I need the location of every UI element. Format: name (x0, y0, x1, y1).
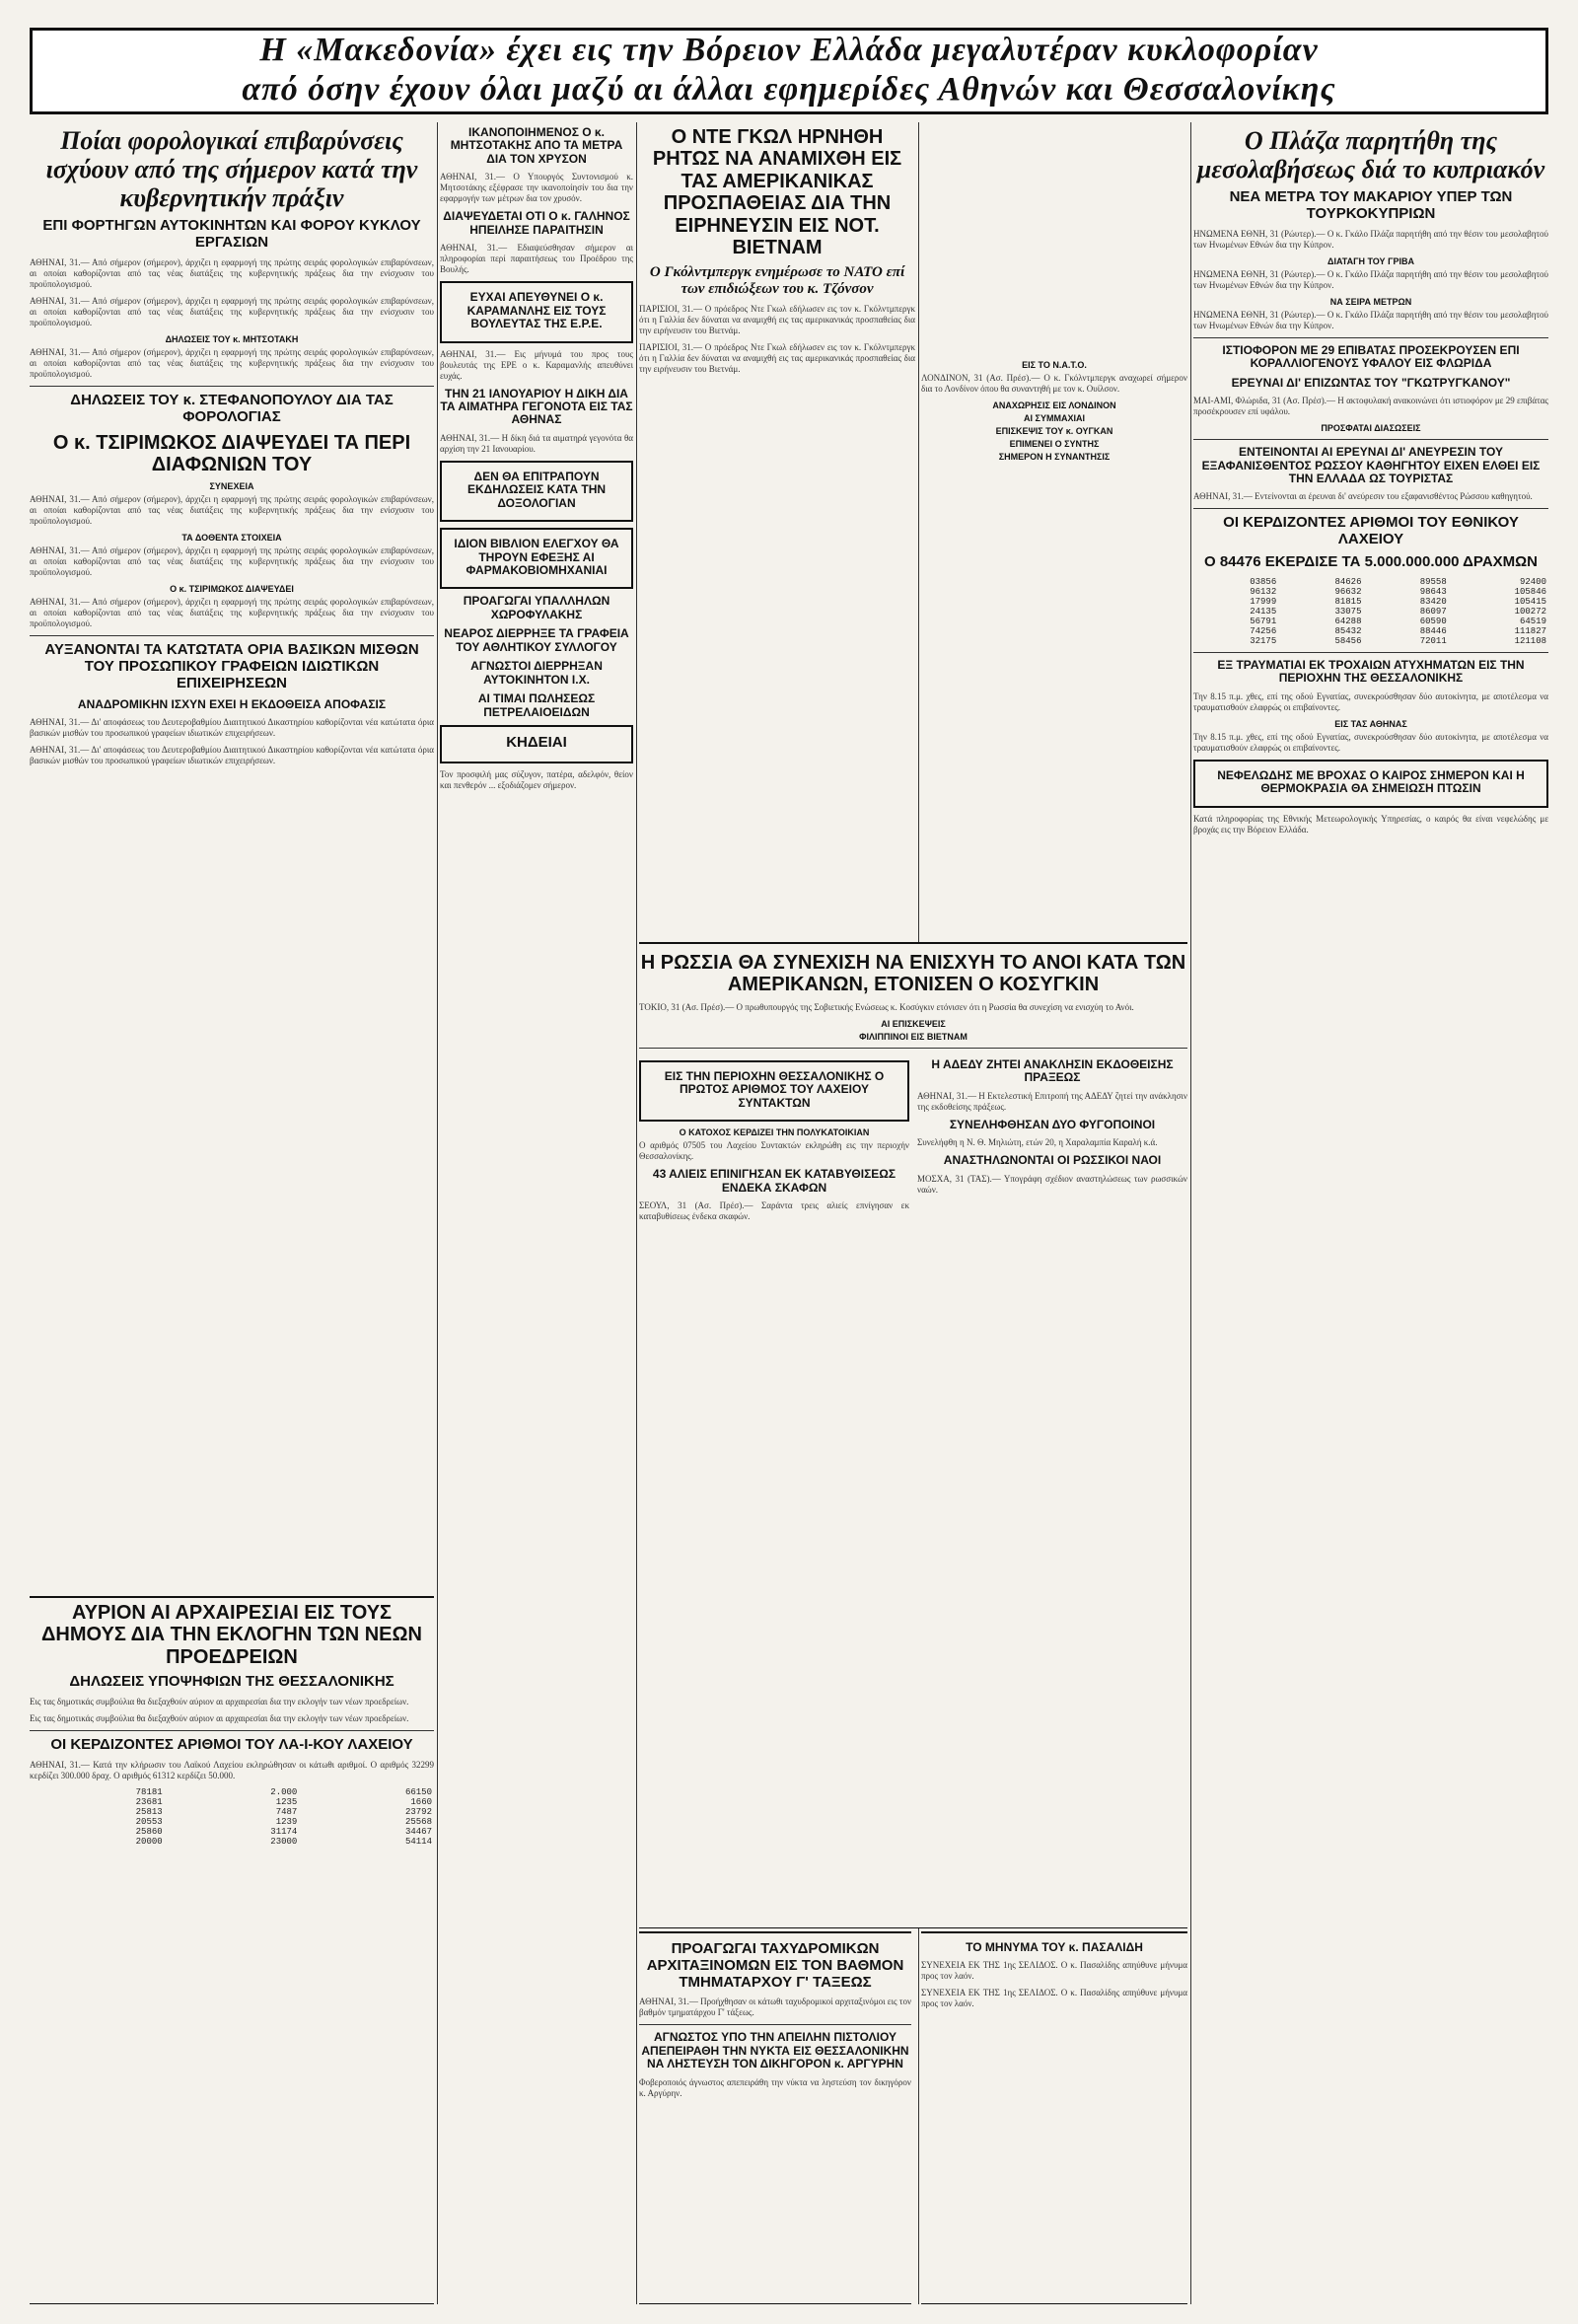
degaulle-headline: Ο ΝΤΕ ΓΚΩΛ ΗΡΝΗΘΗ ΡΗΤΩΣ ΝΑ ΑΝΑΜΙΧΘΗ ΕΙΣ ΤΑΣ ΑΜΕΡΙΚΑΝΙΚΑΣ ΠΡΟΣΠΑΘΕΙΑΣ ΔΙΑ ΤΗΝ ΕΙΡΗΝΕΥΣΙΝ ΕΙΣ ΝΟΤ. ΒΙΕΤΝΑΜ (652, 126, 902, 258)
funerals-headline: ΚΗΔΕΙΑΙ (506, 733, 567, 751)
mitsotakis-label: ΔΗΛΩΣΕΙΣ ΤΟΥ κ. ΜΗΤΣΟΤΑΚΗ (165, 333, 299, 344)
column-rule (1190, 122, 1191, 2304)
petrol-headline: ΑΙ ΤΙΜΑΙ ΠΩΛΗΣΕΩΣ ΠΕΤΡΕΛΑΙΟΕΙΔΩΝ (477, 691, 596, 719)
karamanlis-body: ΑΘΗΝΑΙ, 31.— Εις μήνυμά του προς τους βουλευτάς της ΕΡΕ ο κ. Καραμανλής απευθύνει ευχάς. (440, 348, 633, 381)
synantiseis-label: ΣΗΜΕΡΟΝ Η ΣΥΝΑΝΤΗΣΙΣ (998, 452, 1111, 462)
trial-headline: ΤΗΝ 21 ΙΑΝΟΥΑΡΙΟΥ Η ΔΙΚΗ ΔΙΑ ΤΑ ΑΙΜΑΤΗΡΑ ΓΕΓΟΝΟΤΑ ΕΙΣ ΤΑΣ ΑΘΗΝΑΣ (440, 386, 633, 427)
fishermen-headline: 43 ΑΛΙΕΙΣ ΕΠΙΝΙΓΗΣΑΝ ΕΚ ΚΑΤΑΒΥΘΙΣΕΩΣ ΕΝΔΕΚΑ ΣΚΑΦΩΝ (652, 1167, 897, 1195)
postal-section (639, 1931, 911, 2304)
banner-line-1: Η «Μακεδονία» έχει εις την Βόρειον Ελλάδα μεγαλυτέραν κυκλοφορίαν (259, 32, 1319, 68)
traffic-body-2: Την 8.15 π.μ. χθες, επί της οδού Εγνατίας, συνεκρούσθησαν δύο αυτοκίνητα, με αποτέλεσμα να τραυματισθούν ελαφρώς οι επιβαίνοντες. (1193, 731, 1548, 753)
tax-headline: Ποίαι φορολογικαί επιβαρύνσεις ισχύουν από της σήμερον κατά την κυβερνητικήν πράξιν (45, 126, 418, 213)
stoixeia-body: ΑΘΗΝΑΙ, 31.— Από σήμερον (σήμερον), άρχιζει η εφαρμογή της πρώτης σειράς φορολογικών επιβαρύνσεων, αι οποίαι καθορίζονται από τας νέας διατάξεις της κυβερνητικής πράξεως δια την ενίσχυσιν του προϋπολογισμού. (30, 545, 434, 578)
makarios-headline: ΝΕΑ ΜΕΤΡΑ ΤΟΥ ΜΑΚΑΡΙΟΥ ΥΠΕΡ ΤΩΝ ΤΟΥΡΚΟΚΥΠΡΙΩΝ (1229, 188, 1513, 223)
athens-label: ΕΙΣ ΤΑΣ ΑΘΗΝΑΣ (1334, 718, 1407, 729)
churches-headline: ΑΝΑΣΤΗΛΩΝΟΝΤΑΙ ΟΙ ΡΩΣΣΙΚΟΙ ΝΑΟΙ (943, 1153, 1162, 1168)
visit-label: ΑΙ ΕΠΙΣΚΕΨΕΙΣ (881, 1018, 946, 1029)
plaza-headline: Ο Πλάζα παρητήθη της μεσολαβήσεως διά το κυπριακόν (1196, 126, 1545, 184)
galinos-body: ΑΘΗΝΑΙ, 31.— Εδιαψεύσθησαν σήμερον αι πληροφορίαι περί παραιτήσεως του Προέδρου της Βουλής. (440, 243, 633, 275)
lottery-small-body: ΑΘΗΝΑΙ, 31.— Κατά την κλήρωσιν του Λαϊκού Λαχείου εκληρώθησαν οι κάτωθι αριθμοί. Ο αριθμός 32299 κερδίζει 300.000 δραχ. Ο αριθμός 61312 κερδίζει 50.000. (30, 1759, 434, 1780)
stoixeia-label: ΤΑ ΔΟΘΕΝΤΑ ΣΤΟΙΧΕΙΑ (181, 533, 282, 544)
stefanopoulos-body: ΑΘΗΝΑΙ, 31.— Από σήμερον (σήμερον), άρχιζει η εφαρμογή της πρώτης σειράς φορολογικών επιβαρύνσεων, αι οποίαι καθορίζονται από τας νέας διατάξεις της κυβερνητικής πράξεως δια την ενίσχυσιν του προϋπολογισμού. (30, 494, 434, 527)
municipal-headline: ΑΥΡΙΟΝ ΑΙ ΑΡΧΑΙΡΕΣΙΑΙ ΕΙΣ ΤΟΥΣ ΔΗΜΟΥΣ ΔΙΑ ΤΗΝ ΕΚΛΟΓΗΝ ΤΩΝ ΝΕΩΝ ΠΡΟΕΔΡΕΙΩΝ (41, 1602, 422, 1668)
pistol-headline: ΑΓΝΩΣΤΟΣ ΥΠΟ ΤΗΝ ΑΠΕΙΛΗΝ ΠΙΣΤΟΛΙΟΥ ΑΠΕΠΕΙΡΑΘΗ ΤΗΝ ΝΥΚΤΑ ΕΙΣ ΘΕΣΣΑΛΟΝΙΚΗΝ ΝΑ ΛΗΣΤΕΥΣΗ ΤΟΝ ΔΙΚΗΓΟΡΟΝ κ. ΑΡΓΥΡΗΝ (641, 2030, 909, 2071)
diasoseis-label: ΠΡΟΣΦΑΤΑΙ ΔΙΑΣΩΣΕΙΣ (1321, 423, 1421, 434)
ougkan-label: ΕΠΙΣΚΕΨΙΣ ΤΟΥ κ. ΟΥΓΚΑΝ (995, 426, 1113, 436)
tax-article-body-2: ΑΘΗΝΑΙ, 31.— Από σήμερον (σήμερον), άρχιζει η εφαρμογή της πρώτης σειράς φορολογικών επιβαρύνσεων, αι οποίαι καθορίζονται από τας νέας διατάξεις της κυβερνητικής πράξεως δια την ενίσχυσιν του προϋπολογισμού. (30, 295, 434, 327)
churches-body: ΜΟΣΧΑ, 31 (ΤΑΣ).— Υπογράφη σχέδιον αναστηλώσεως των ρωσσικών ναών. (917, 1173, 1187, 1195)
professor-headline: ΕΝΤΕΙΝΟΝΤΑΙ ΑΙ ΕΡΕΥΝΑΙ ΔΙ' ΑΝΕΥΡΕΣΙΝ ΤΟΥ ΕΞΑΦΑΝΙΣΘΕΝΤΟΣ ΡΩΣΣΟΥ ΚΑΘΗΓΗΤΟΥ ΕΙΧΕΝ ΕΛΘΕΙ ΕΙΣ ΤΗΝ ΕΛΛΑΔΑ ΩΣ ΤΟΥΡΙΣΤΑΣ (1201, 445, 1541, 485)
stefanopoulos-headline: ΔΗΛΩΣΕΙΣ ΤΟΥ κ. ΣΤΕΦΑΝΟΠΟΥΛΟΥ ΔΙΑ ΤΑΣ ΦΟΡΟΛΟΓΙΑΣ (70, 391, 394, 425)
paris-body: ΠΑΡΙΣΙΟΙ, 31.— Ο πρόεδρος Ντε Γκωλ εδήλωσεν εις τον κ. Γκόλντμπεργκ ότι η Γαλλία δεν δύναται να αναμιχθή εις τας αμερικανικάς προσπαθείας δια την ειρήνευσιν του Βιετνάμ. (639, 303, 915, 335)
national-lottery-headline: ΟΙ ΚΕΡΔΙΖΟΝΤΕΣ ΑΡΙΘΜΟΙ ΤΟΥ ΕΘΝΙΚΟΥ ΛΑΧΕΙΟΥ (1223, 514, 1519, 548)
reef-body: ΜΑΙ-ΑΜΙ, Φλώριδα, 31 (Ασ. Πρέσ).— Η ακτοφυλακή ανακοινώνει ότι ιστιοφόρον με 29 επιβάτας προσέκρουσεν επί υφάλου. (1193, 396, 1548, 417)
message-body: ΣΥΝΕΧΕΙΑ ΕΚ ΤΗΣ 1ης ΣΕΛΙΔΟΣ. Ο κ. Πασαλίδης απηύθυνε μήνυμα προς τον λαόν. (921, 1960, 1187, 1982)
goldberg-headline: Ο Γκόλντμπεργκ ενημέρωσε το ΝΑΤΟ επί των επιδιώξεων του κ. Τζόνσον (649, 264, 905, 298)
athletic-headline: ΝΕΑΡΟΣ ΔΙΕΡΡΗΞΕ ΤΑ ΓΡΑΦΕΙΑ ΤΟΥ ΑΘΛΗΤΙΚΟΥ ΣΥΛΛΟΓΟΥ (444, 626, 629, 654)
municipal-body: Εις τας δημοτικάς συμβούλια θα διεξαχθούν αύριον αι αρχαιρεσίαι δια την εκλογήν των νέων προεδρείων. (30, 1696, 409, 1707)
fishermen-body: ΣΕΟΥΛ, 31 (Ασ. Πρέσ).— Σαράντα τρεις αλιείς επνίγησαν εκ καταβυθίσεως ένδεκα σκαφών. (639, 1199, 909, 1221)
message-body-2: ΣΥΝΕΧΕΙΑ ΕΚ ΤΗΣ 1ης ΣΕΛΙΔΟΣ. Ο κ. Πασαλίδης απηύθυνε μήνυμα προς τον λαόν. (921, 1988, 1187, 2009)
adedy-body: ΑΘΗΝΑΙ, 31.— Η Εκτελεστική Επιτροπή της ΑΔΕΔΥ ζητεί την ανάκλησιν της εκδοθείσης πράξεως. (917, 1090, 1187, 1112)
column-5 (1193, 122, 1548, 2304)
symmaxiai-label: ΑΙ ΣΥΜΜΑΧΙΑΙ (1024, 413, 1085, 423)
mitsotakis-headline: ΙΚΑΝΟΠΟΙΗΜΕΝΟΣ Ο κ. ΜΗΤΣΟΤΑΚΗΣ ΑΠΟ ΤΑ ΜΕΤΡΑ ΔΙΑ ΤΟΝ ΧΡΥΣΟΝ (450, 125, 623, 166)
salary-headline: ΑΥΞΑΝΟΝΤΑΙ ΤΑ ΚΑΤΩΤΑΤΑ ΟΡΙΑ ΒΑΣΙΚΩΝ ΜΙΣΘΩΝ ΤΟΥ ΠΡΟΣΩΠΙΚΟΥ ΓΡΑΦΕΙΩΝ ΙΔΙΩΤΙΚΩΝ ΕΠΙΧΕΙΡΗΣΕΩΝ (44, 641, 419, 691)
salary-subheadline: ΑΝΑΔΡΟΜΙΚΗΝ ΙΣΧΥΝ ΕΧΕΙ Η ΕΚΔΟΘΕΙΣΑ ΑΠΟΦΑΣΙΣ (77, 696, 387, 711)
column-rule (437, 122, 438, 2304)
lottery-region-sub: Ο ΚΑΤΟΧΟΣ ΚΕΡΔΙΖΕΙ ΤΗΝ ΠΟΛΥΚΑΤΟΙΚΙΑΝ (679, 1127, 870, 1138)
promotions-headline: ΠΡΟΑΓΩΓΑΙ ΥΠΑΛΛΗΛΩΝ ΧΩΡΟΦΥΛΑΚΗΣ (463, 594, 610, 621)
weather-body: Κατά πληροφορίας της Εθνικής Μετεωρολογικής Υπηρεσίας, ο καιρός θα είναι νεφελώδης με βροχάς εις την Βόρειον Ελλάδα. (1193, 813, 1548, 835)
adedy-headline: Η ΑΔΕΔΥ ΖΗΤΕΙ ΑΝΑΚΛΗΣΙΝ ΕΚΔΟΘΕΙΣΗΣ ΠΡΑΞΕΩΣ (931, 1056, 1174, 1085)
weather-headline: ΝΕΦΕΛΩΔΗΣ ΜΕ ΒΡΟΧΑΣ Ο ΚΑΙΡΟΣ ΣΗΜΕΡΟΝ ΚΑΙ Η ΘΕΡΜΟΚΡΑΣΙΑ ΘΑ ΣΗΜΕΙΩΣΗ ΠΤΩΣΙΝ (1217, 767, 1525, 796)
seira-label: ΝΑ ΣΕΙΡΑ ΜΕΤΡΩΝ (1329, 296, 1412, 307)
reef-headline: ΙΣΤΙΟΦΟΡΟΝ ΜΕ 29 ΕΠΙΒΑΤΑΣ ΠΡΟΣΕΚΡΟΥΣΕΝ ΕΠΙ ΚΟΡΑΛΛΙΟΓΕΝΟΥΣ ΥΦΑΛΟΥ ΕΙΣ ΦΛΩΡΙΔΑ (1222, 342, 1520, 371)
karamanlis-headline: ΕΥΧΑΙ ΑΠΕΥΘΥΝΕΙ Ο κ. ΚΑΡΑΜΑΝΛΗΣ ΕΙΣ ΤΟΥΣ ΒΟΥΛΕΥΤΑΣ ΤΗΣ Ε.Ρ.Ε. (466, 290, 607, 331)
municipal-subheadline: ΔΗΛΩΣΕΙΣ ΥΠΟΨΗΦΙΩΝ ΤΗΣ ΘΕΣΣΑΛΟΝΙΚΗΣ (69, 1673, 394, 1691)
mitsotakis-body: ΑΘΗΝΑΙ, 31.— Ο Υπουργός Συντονισμού κ. Μητσοτάκης εξέφρασε την ικανοποίησίν του δια την εφαρμογήν των μέτρων δια τον χρυσόν. (440, 172, 633, 204)
pistol-body: Φοβεροποιός άγνωστος απεπειράθη την νύκτα να ληστεύση τον δικηγόρον κ. Αργύρην. (639, 2076, 911, 2098)
lottery-region-body: Ο αριθμός 07505 του Λαχείου Συντακτών εκληρώθη εις την περιοχήν Θεσσαλονίκης. (639, 1140, 909, 1162)
tax-subheadline: ΕΠΙ ΦΟΡΤΗΓΩΝ ΑΥΤΟΚΙΝΗΤΩΝ ΚΑΙ ΦΟΡΟΥ ΚΥΚΛΟΥ ΕΡΓΑΣΙΩΝ (42, 217, 421, 252)
tsirimokos-body: ΑΘΗΝΑΙ, 31.— Από σήμερον (σήμερον), άρχιζει η εφαρμογή της πρώτης σειράς φορολογικών επιβαρύνσεων, αι οποίαι καθορίζονται από τας νέας διατάξεις της κυβερνητικής πράξεως δια την ενίσχυσιν του προϋπολογισμού. (30, 597, 434, 629)
national-lottery-sub: Ο 84476 ΕΚΕΡΔΙΣΕ ΤΑ 5.000.000.000 ΔΡΑΧΜΩΝ (1203, 553, 1539, 571)
committee-headline: ΔΕΝ ΘΑ ΕΠΙΤΡΑΠΟΥΝ ΕΚΔΗΛΩΣΕΙΣ ΚΑΤΑ ΤΗΝ ΔΟΞΟΛΟΓΙΑΝ (466, 469, 607, 510)
salary-body: ΑΘΗΝΑΙ, 31.— Δι' αποφάσεως του Δευτεροβαθμίου Διαιτητικού Δικαστηρίου καθορίζονται νέα κατώτατα όρια βασικών μισθών του προσωπικού γραφείων ιδιωτικών επιχειρήσεων. (30, 717, 434, 739)
nato-body: ΛΟΝΔΙΝΟΝ, 31 (Ασ. Πρέσ).— Ο κ. Γκόλντμπεργκ αναχωρεί σήμερον δια το Λονδίνον όπου θα συναντηθή με τον κ. Ουίλσον. (921, 373, 1187, 394)
prisoners-headline: ΣΥΝΕΛΗΦΘΗΣΑΝ ΔΥΟ ΦΥΓΟΠΟΙΝΟΙ (949, 1117, 1156, 1131)
message-section (921, 1931, 1187, 2304)
column-rule (636, 122, 637, 2304)
municipal-body-2: Εις τας δημοτικάς συμβούλια θα διεξαχθούν αύριον αι αρχαιρεσίαι δια την εκλογήν των νέων προεδρείων. (30, 1712, 409, 1723)
lottery-region-headline: ΕΙΣ ΤΗΝ ΠΕΡΙΟΧΗΝ ΘΕΣΣΑΛΟΝΙΚΗΣ Ο ΠΡΩΤΟΣ ΑΡΙΘΜΟΣ ΤΟΥ ΛΑΧΕΙΟΥ ΣΥΝΤΑΚΤΩΝ (664, 1068, 885, 1110)
philippines-label: ΦΙΛΙΠΠΙΝΟΙ ΕΙΣ ΒΙΕΤΝΑΜ (859, 1031, 968, 1042)
tsirimokos-headline: Ο κ. ΤΣΙΡΙΜΩΚΟΣ ΔΙΑΨΕΥΔΕΙ ΤΑ ΠΕΡΙ ΔΙΑΦΩΝΙΩΝ ΤΟΥ (52, 431, 411, 475)
tax-article-body: ΑΘΗΝΑΙ, 31.— Από σήμερον (σήμερον), άρχιζει η εφαρμογή της πρώτης σειράς φορολογικών επιβαρύνσεων, αι οποίαι καθορίζονται από τας νέας διατάξεις της κυβερνητικής πράξεως δια την ενίσχυσιν του προϋπολογισμού. (30, 256, 434, 289)
professor-body: ΑΘΗΝΑΙ, 31.— Εντείνονται αι έρευναι δι' ανεύρεσιν του εξαφανισθέντος Ρώσσου καθηγητού. (1193, 491, 1533, 502)
russia-section (639, 942, 1187, 1928)
reef-subheadline: ΕΡΕΥΝΑΙ ΔΙ' ΕΠΙΖΩΝΤΑΣ ΤΟΥ "ΓΚΩΤΡΥΓΚΑΝΟΥ" (1231, 375, 1511, 390)
national-lottery-table: 03856 84626 89558 92400 96132 96632 98643 105846 17999 81815 83420 105415 24135 33075 86097 100272 56791 64288 60590 64519 74256 85432 88446 111827 32175 58456 72011 121108 (1250, 576, 1546, 646)
traffic-headline: ΕΞ ΤΡΑΥΜΑΤΙΑΙ ΕΚ ΤΡΟΧΑΙΩΝ ΑΤΥΧΗΜΑΤΩΝ ΕΙΣ ΤΗΝ ΠΕΡΙΟΧΗΝ ΤΗΣ ΘΕΣΣΑΛΟΝΙΚΗΣ (1217, 657, 1525, 686)
london-label: ΑΝΑΧΩΡΗΣΙΣ ΕΙΣ ΛΟΝΔΙΝΟΝ (992, 400, 1116, 410)
russia-headline: Η ΡΩΣΣΙΑ ΘΑ ΣΥΝΕΧΙΣΗ ΝΑ ΕΝΙΣΧΥΗ ΤΟ ΑΝΟΙ ΚΑΤΑ ΤΩΝ ΑΜΕΡΙΚΑΝΩΝ, ΕΤΟΝΙΣΕΝ Ο ΚΟΣΥΓΚΙΝ (640, 952, 1186, 996)
un-body-3: ΗΝΩΜΕΝΑ ΕΘΝΗ, 31 (Ρώυτερ).— Ο κ. Γκάλο Πλάζα παρητήθη από την θέσιν του μεσολαβητού των Ηνωμένων Εθνών δια την Κύπρον. (1193, 309, 1548, 330)
traffic-body: Την 8.15 π.μ. χθες, επί της οδού Εγνατίας, συνεκρούσθησαν δύο αυτοκίνητα, με αποτέλεσμα να τραυματισθούν ελαφρώς οι επιβαίνοντες. (1193, 690, 1548, 712)
tsirimokos-label: Ο κ. ΤΣΙΡΙΜΩΚΟΣ ΔΙΑΨΕΥΔΕΙ (170, 584, 294, 595)
tax-article-body-3: ΑΘΗΝΑΙ, 31.— Από σήμερον (σήμερον), άρχιζει η εφαρμογή της πρώτης σειράς φορολογικών επιβαρύνσεων, αι οποίαι καθορίζονται από τας νέας διατάξεις της κυβερνητικής πράξεως δια την ενίσχυσιν του προϋπολογισμού. (30, 346, 434, 379)
banner (30, 28, 1548, 114)
nato-label: ΕΙΣ ΤΟ Ν.Α.Τ.Ο. (1022, 360, 1087, 370)
salary-body-2: ΑΘΗΝΑΙ, 31.— Δι' αποφάσεως του Δευτεροβαθμίου Διαιτητικού Δικαστηρίου καθορίζονται νέα κατώτατα όρια βασικών μισθών του προσωπικού γραφείων ιδιωτικών επιχειρήσεων. (30, 745, 434, 766)
galinos-headline: ΔΙΑΨΕΥΔΕΤΑΙ ΟΤΙ Ο κ. ΓΑΛΗΝΟΣ ΗΠΕΙΛΗΣΕ ΠΑΡΑΙΤΗΣΙΝ (443, 209, 630, 237)
postal-headline: ΠΡΟΑΓΩΓΑΙ ΤΑΧΥΔΡΟΜΙΚΩΝ ΑΡΧΙΤΑΞΙΝΟΜΩΝ ΕΙΣ ΤΟΝ ΒΑΘΜΟΝ ΤΜΗΜΑΤΑΡΧΟΥ Γ' ΤΑΞΕΩΣ (646, 1940, 904, 1991)
russia-body: ΤΟΚΙΟ, 31 (Ασ. Πρέσ).— Ο πρωθυπουργός της Σοβιετικής Ενώσεως κ. Κοσύγκιν ετόνισεν ότι η Ρωσσία θα συνεχίση να ενισχύη το Ανόι. (639, 1001, 1134, 1012)
column-2 (440, 122, 633, 2304)
lottery-small-headline: ΟΙ ΚΕΡΔΙΖΟΝΤΕΣ ΑΡΙΘΜΟΙ ΤΟΥ ΛΑ-Ι-ΚΟΥ ΛΑΧΕΙΟΥ (50, 1735, 413, 1753)
pharmacy-headline: ΙΔΙΟΝ ΒΙΒΛΙΟΝ ΕΛΕΓΧΟΥ ΘΑ ΤΗΡΟΥΝ ΕΦΕΞΗΣ ΑΙ ΦΑΡΜΑΚΟΒΙΟΜΗΧΑΝΙΑΙ (454, 537, 619, 577)
paris-body-2: ΠΑΡΙΣΙΟΙ, 31.— Ο πρόεδρος Ντε Γκωλ εδήλωσεν εις τον κ. Γκόλντμπεργκ ότι η Γαλλία δεν δύναται να αναμιχθή εις τας αμερικανικάς προσπαθείας δια την ειρήνευσιν του Βιετνάμ. (639, 341, 915, 374)
synecheia-label: ΣΥΝΕΧΕΙΑ (209, 481, 254, 492)
trial-body: ΑΘΗΝΑΙ, 31.— Η δίκη διά τα αιματηρά γεγονότα θα αρχίση την 21 Ιανουαρίου. (440, 432, 633, 454)
postal-body: ΑΘΗΝΑΙ, 31.— Προήχθησαν οι κάτωθι ταχυδρομικοί αρχιταξινόμοι εις τον βαθμόν τμηματάρχου Γ' τάξεως. (639, 1997, 912, 2018)
message-headline: ΤΟ ΜΗΝΥΜΑ ΤΟΥ κ. ΠΑΣΑΛΙΔΗ (966, 1940, 1143, 1954)
banner-line-2: από όσην έχουν όλαι μαζύ αι άλλαι εφημερίδες Αθηνών και Θεσσαλονίκης (242, 71, 1336, 108)
funerals-body: Τον προσφιλή μας σύζυγον, πατέρα, αδελφόν, θείον και πενθερόν ... εξοδιάζομεν σήμερον. (440, 768, 633, 790)
municipal-section (30, 1596, 434, 2304)
lottery-small-table: 78181 2.000 66150 23681 1235 1660 25813 7487 23792 20553 1239 25568 25860 31174 34467 20000 23000 54114 (135, 1786, 432, 1847)
epimenei-label: ΕΠΙΜΕΝΕΙ Ο ΣΥΝΤΗΣ (1009, 439, 1100, 449)
griva-label: ΔΙΑΤΑΓΗ ΤΟΥ ΓΡΙΒΑ (1327, 255, 1414, 266)
un-body: ΗΝΩΜΕΝΑ ΕΘΝΗ, 31 (Ρώυτερ).— Ο κ. Γκάλο Πλάζα παρητήθη από την θέσιν του μεσολαβητού των Ηνωμένων Εθνών δια την Κύπρον. (1193, 228, 1548, 250)
unknown-car-headline: ΑΓΝΩΣΤΟΙ ΔΙΕΡΡΗΞΑΝ ΑΥΤΟΚΙΝΗΤΟΝ Ι.Χ. (470, 659, 603, 687)
un-body-2: ΗΝΩΜΕΝΑ ΕΘΝΗ, 31 (Ρώυτερ).— Ο κ. Γκάλο Πλάζα παρητήθη από την θέσιν του μεσολαβητού των Ηνωμένων Εθνών δια την Κύπρον. (1193, 268, 1548, 290)
prisoners-body: Συνελήφθη η Ν. Θ. Μηλιώτη, ετών 20, η Χαραλαμπία Καραλή κ.ά. (917, 1137, 1158, 1148)
